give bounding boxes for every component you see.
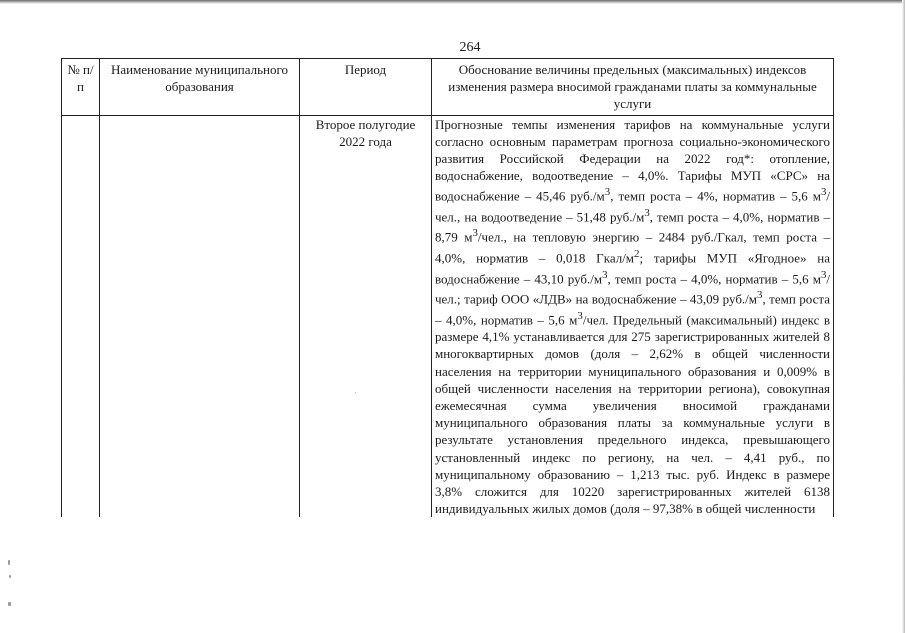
header-basis: Обоснование величины предельных (максимальных) индексов изменения размера вносимой гражданами платы за коммунальные услуги — [432, 59, 834, 116]
table-row — [62, 115, 834, 517]
cell-basis: Прогнозные темпы изменения тарифов на коммунальные услуги согласно основным параметрам прогноза социально-экономического развития Российской Федерации на 2022 год*: отопление, водоснабжение, водоотведение – 4,0%. Тарифы МУП «СРС» на водоснабжение – 45,46 $руб./м^3$, темп роста – 4%, норматив – 5,6 $м^3$/чел., на водоотведение – 51,48 $руб./м^3$, темп роста – 4,0%, норматив – 8,79 $м^3$/чел., на тепловую энергию – 2484 руб./Гкал, темп роста – 4,0%, норматив – 0,018 Гкал/$м^2$; тарифы МУП «Ягодное» на водоснабжение – 43,10 $руб./м^3$, темп роста – 4,0%, норматив – 5,6 $м^3$/чел.; тариф ООО «ЛДВ» на водоснабжение – 43,09 $руб./м^3$, темп роста – 4,0%, норматив – 5,6 $м^3$/чел. Предельный (максимальный) индекс в размере 4,1% устанавливается для 275 зарегистрированных жителей 8 многоквартирных домов (доля – 2,62% в общей численности населения на территории муниципального образования и 0,009% в общей численности населения на территории региона), совокупная ежемесячная сумма увеличения вносимой гражданами муниципального образования платы за коммунальные услуги в результате установления предельного индекса, превышающего установленный индекс по региону, на чел. – 4,41 руб., по муниципальному образованию – 1,213 тыс. руб. Индекс в размере 3,8% сложится для 10220 зарегистрированных жителей 6138 индивидуальных жилых домов (доля – 97,38% в общей численности — [432, 115, 834, 517]
header-num: № п/п — [62, 59, 100, 116]
header-municipality: Наименование муниципального образования — [100, 59, 300, 116]
table-header-row — [62, 59, 834, 116]
header-period: Период — [300, 59, 432, 116]
scan-speck — [8, 560, 10, 565]
scan-top-edge — [0, 0, 905, 4]
cell-num — [62, 115, 100, 517]
scan-speck — [355, 392, 356, 393]
cell-municipality — [100, 115, 300, 517]
scan-speck — [9, 575, 11, 578]
tariff-index-table — [61, 58, 834, 517]
scan-speck — [8, 602, 11, 606]
cell-period: Второе полугодие 2022 года — [300, 115, 432, 517]
page-number: 264 — [459, 40, 481, 55]
